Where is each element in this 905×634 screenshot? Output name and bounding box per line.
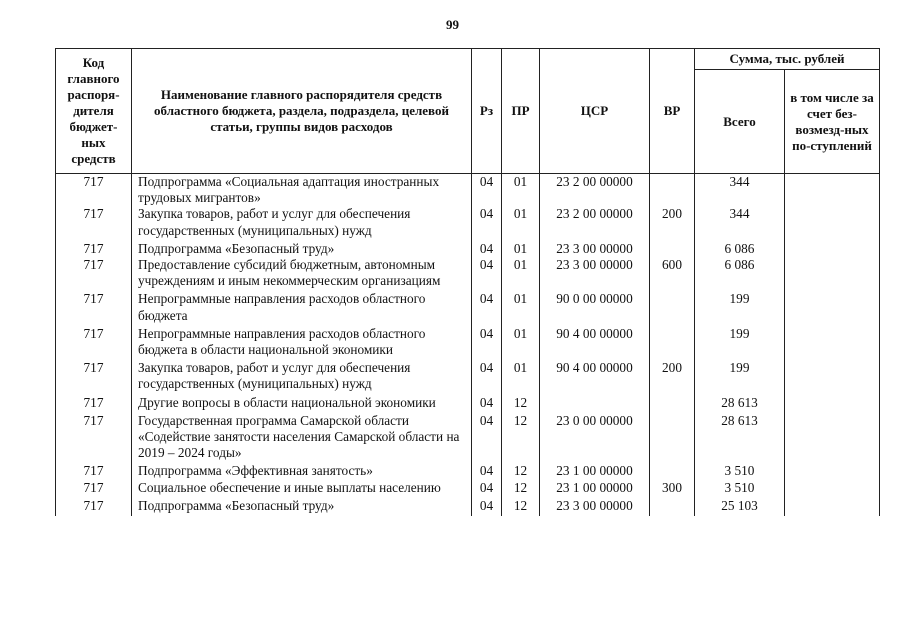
cell-code: 717 (56, 241, 132, 257)
cell-name: Подпрограмма «Безопасный труд» (132, 498, 472, 516)
cell-csr: 23 3 00 00000 (540, 498, 650, 516)
cell-name: Социальное обеспечение и иные выплаты населению (132, 480, 472, 498)
cell-csr: 23 1 00 00000 (540, 463, 650, 479)
cell-code: 717 (56, 174, 132, 207)
cell-total: 28 613 (695, 395, 785, 413)
cell-pr: 01 (502, 241, 540, 257)
table-row (56, 257, 880, 291)
cell-free (785, 480, 880, 498)
table-row (56, 463, 880, 479)
table-body (56, 174, 880, 517)
cell-code: 717 (56, 326, 132, 360)
cell-total: 3 510 (695, 480, 785, 498)
header-free: в том числе за счет без-возмезд-ных по-ступлений (785, 70, 880, 174)
cell-pr: 01 (502, 257, 540, 291)
cell-name: Государственная программа Самарской области «Содействие занятости населения Самарской области на 2019 – 2024 годы» (132, 413, 472, 464)
cell-rz: 04 (472, 206, 502, 240)
cell-total: 3 510 (695, 463, 785, 479)
budget-table (55, 48, 880, 516)
cell-code: 717 (56, 206, 132, 240)
cell-total: 28 613 (695, 413, 785, 464)
cell-free (785, 241, 880, 257)
table-row (56, 241, 880, 257)
cell-free (785, 326, 880, 360)
cell-free (785, 413, 880, 464)
cell-csr: 23 2 00 00000 (540, 174, 650, 207)
header-csr: ЦСР (540, 49, 650, 174)
cell-vr: 200 (650, 206, 695, 240)
cell-name: Подпрограмма «Безопасный труд» (132, 241, 472, 257)
cell-name: Закупка товаров, работ и услуг для обеспечения государственных (муниципальных) нужд (132, 206, 472, 240)
cell-name: Подпрограмма «Эффективная занятость» (132, 463, 472, 479)
cell-pr: 01 (502, 291, 540, 325)
cell-pr: 12 (502, 463, 540, 479)
cell-total: 6 086 (695, 257, 785, 291)
header-code: Код главного распоря-дителя бюджет-ных средств (56, 49, 132, 174)
cell-free (785, 291, 880, 325)
cell-total: 344 (695, 206, 785, 240)
header-sum: Сумма, тыс. рублей (695, 49, 880, 70)
cell-rz: 04 (472, 241, 502, 257)
header-name: Наименование главного распорядителя средств областного бюджета, раздела, подраздела, целевой статьи, группы видов расходов (132, 49, 472, 174)
cell-total: 344 (695, 174, 785, 207)
table-row (56, 206, 880, 240)
cell-pr: 12 (502, 480, 540, 498)
cell-code: 717 (56, 498, 132, 516)
header-rz: Рз (472, 49, 502, 174)
cell-free (785, 257, 880, 291)
cell-vr (650, 413, 695, 464)
table-row (56, 480, 880, 498)
cell-vr: 600 (650, 257, 695, 291)
header-vr: ВР (650, 49, 695, 174)
cell-code: 717 (56, 360, 132, 394)
table-header-row-1 (56, 49, 880, 70)
cell-pr: 12 (502, 498, 540, 516)
cell-rz: 04 (472, 395, 502, 413)
cell-csr: 23 2 00 00000 (540, 206, 650, 240)
cell-vr (650, 174, 695, 207)
cell-pr: 01 (502, 326, 540, 360)
cell-rz: 04 (472, 480, 502, 498)
cell-code: 717 (56, 413, 132, 464)
cell-code: 717 (56, 257, 132, 291)
cell-vr (650, 463, 695, 479)
cell-csr: 90 0 00 00000 (540, 291, 650, 325)
header-pr: ПР (502, 49, 540, 174)
table-row (56, 174, 880, 207)
cell-name: Закупка товаров, работ и услуг для обеспечения государственных (муниципальных) нужд (132, 360, 472, 394)
cell-name: Непрограммные направления расходов областного бюджета в области национальной экономики (132, 326, 472, 360)
cell-pr: 01 (502, 360, 540, 394)
cell-rz: 04 (472, 174, 502, 207)
cell-rz: 04 (472, 498, 502, 516)
cell-rz: 04 (472, 360, 502, 394)
cell-vr (650, 498, 695, 516)
table-row (56, 498, 880, 516)
cell-csr: 23 3 00 00000 (540, 241, 650, 257)
cell-pr: 01 (502, 206, 540, 240)
table-row (56, 360, 880, 394)
cell-vr (650, 291, 695, 325)
cell-csr: 23 1 00 00000 (540, 480, 650, 498)
cell-pr: 12 (502, 413, 540, 464)
cell-name: Подпрограмма «Социальная адаптация иностранных трудовых мигрантов» (132, 174, 472, 207)
header-total: Всего (695, 70, 785, 174)
cell-total: 199 (695, 291, 785, 325)
cell-csr: 23 0 00 00000 (540, 413, 650, 464)
cell-csr: 23 3 00 00000 (540, 257, 650, 291)
cell-rz: 04 (472, 326, 502, 360)
cell-csr (540, 395, 650, 413)
cell-csr: 90 4 00 00000 (540, 326, 650, 360)
cell-vr: 300 (650, 480, 695, 498)
cell-free (785, 174, 880, 207)
cell-name: Непрограммные направления расходов областного бюджета (132, 291, 472, 325)
cell-free (785, 395, 880, 413)
cell-code: 717 (56, 395, 132, 413)
cell-free (785, 498, 880, 516)
cell-total: 6 086 (695, 241, 785, 257)
cell-csr: 90 4 00 00000 (540, 360, 650, 394)
table-row (56, 291, 880, 325)
cell-total: 199 (695, 326, 785, 360)
cell-free (785, 463, 880, 479)
cell-pr: 01 (502, 174, 540, 207)
table-row (56, 413, 880, 464)
cell-code: 717 (56, 291, 132, 325)
cell-free (785, 206, 880, 240)
cell-rz: 04 (472, 257, 502, 291)
cell-free (785, 360, 880, 394)
table-row (56, 395, 880, 413)
cell-total: 25 103 (695, 498, 785, 516)
cell-total: 199 (695, 360, 785, 394)
cell-code: 717 (56, 480, 132, 498)
cell-name: Предоставление субсидий бюджетным, автономным учреждениям и иным некоммерческим организациям (132, 257, 472, 291)
cell-rz: 04 (472, 463, 502, 479)
cell-code: 717 (56, 463, 132, 479)
cell-vr (650, 395, 695, 413)
cell-pr: 12 (502, 395, 540, 413)
cell-vr (650, 326, 695, 360)
cell-rz: 04 (472, 291, 502, 325)
cell-vr (650, 241, 695, 257)
page-number: 99 (446, 17, 459, 32)
cell-rz: 04 (472, 413, 502, 464)
cell-name: Другие вопросы в области национальной экономики (132, 395, 472, 413)
cell-vr: 200 (650, 360, 695, 394)
table-row (56, 326, 880, 360)
